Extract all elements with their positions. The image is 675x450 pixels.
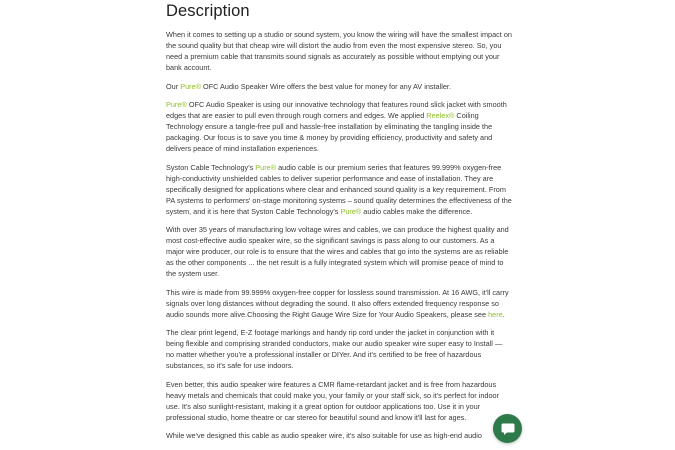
text-segment: OFC Audio Speaker Wire offers the best value for money for any AV installer.	[201, 81, 451, 91]
description-paragraph-3	[166, 99, 512, 154]
description-paragraph-7: The clear print legend, E-Z footage markings and handy rip cord under the jacket in conjunction with it being flexible and comprising stranded conductors, make our audio speaker wire super easy to Install — no matter whether you're a professional installer or DIYer. And it's certified to be free of hazardous substances, so it's safe for use indoors.	[166, 328, 503, 370]
brand-pure: Pure®	[180, 81, 201, 91]
text-segment: Syston Cable Technology's	[166, 162, 256, 172]
wire-gauge-guide-link[interactable]: here	[488, 309, 503, 319]
description-paragraph-4	[166, 162, 512, 217]
description-paragraph-9: While we've designed this cable as audio speaker wire, it's also suitable for use as high-end audio	[166, 431, 482, 440]
text-segment: Our	[166, 81, 181, 91]
text-segment: audio cables make the difference.	[361, 206, 473, 216]
brand-pure: Pure®	[166, 100, 187, 109]
brand-pure: Pure®	[255, 162, 277, 172]
text-segment: This wire is made from 99.999% oxygen-free copper for lossless sound transmission. At 16 AWG, it'll carry signals over long distances without degrading the sound. It also offers extended frequency response so audio sounds more alive.Choosing the Right Gauge Wire Size for Your Audio Speakers, please see	[166, 287, 509, 319]
description-paragraph-1: When it comes to setting up a studio or sound system, you know the wiring will have the smallest impact on the sound quality but that cheap wire will distort the audio from even the most expensive stereo. So, you need a premium cable that transmits sound signals as accurately as possible without emptying out your bank account.	[166, 30, 512, 72]
section-heading: Description	[166, 2, 250, 20]
chat-button[interactable]	[493, 414, 522, 443]
description-paragraph-6	[166, 287, 512, 320]
text-segment: audio cable is our premium series that features 99.999% oxygen-free high-conductivity unshielded cables to deliver superior performance and ease of installation. They are specifically designed for applications where clear and enhanced sound quality is a key requirement. From PA systems to performers' on-stage monitoring systems – sound quality determines the effectiveness of the system, and it is here that Syston Cable Technology's	[166, 162, 512, 216]
description-paragraph-2	[166, 81, 512, 92]
text-segment: Coiling Technology ensure a tangle-free pull and hassle-free installation by eliminating the tangling inside the packaging. Our focus is to save you time & money by providing efficiency, productivity and safety and delivers peace of mind installation experiences.	[166, 111, 493, 153]
brand-reelex: Reelex®	[426, 111, 455, 120]
description-paragraph-5: With over 35 years of manufacturing low voltage wires and cables, we can produce the highest quality and most cost-effective audio speaker wire, so the significant savings is pass along to our customers. As a major wire producer, our role is to ensure that the wires and cables that go into the systems are as reliable as the other components ... the net result is a fully integrated system which will promise peace of mind to the system user.	[166, 225, 509, 278]
description-section	[166, 0, 512, 449]
text-segment: OFC Audio Speaker is using our innovative technology that features round slick jacket with smooth edges that are easier to pull even through rough corners and edges. We applied	[166, 100, 507, 120]
text-segment: .	[502, 309, 505, 319]
chat-bubble-icon	[500, 421, 516, 437]
brand-pure: Pure®	[340, 206, 362, 216]
description-paragraph-8: Even better, this audio speaker wire features a CMR flame-retardant jacket and is free from hazardous heavy metals and chemicals that could make you, your family or your staff sick, so it's perfect for indoor use. It's also sunlight-resistant, making it a great option for outdoor applications too. Use it in your professional studio, home theatre or car stereo for beautiful sound and know it'll last for ages.	[166, 379, 500, 422]
